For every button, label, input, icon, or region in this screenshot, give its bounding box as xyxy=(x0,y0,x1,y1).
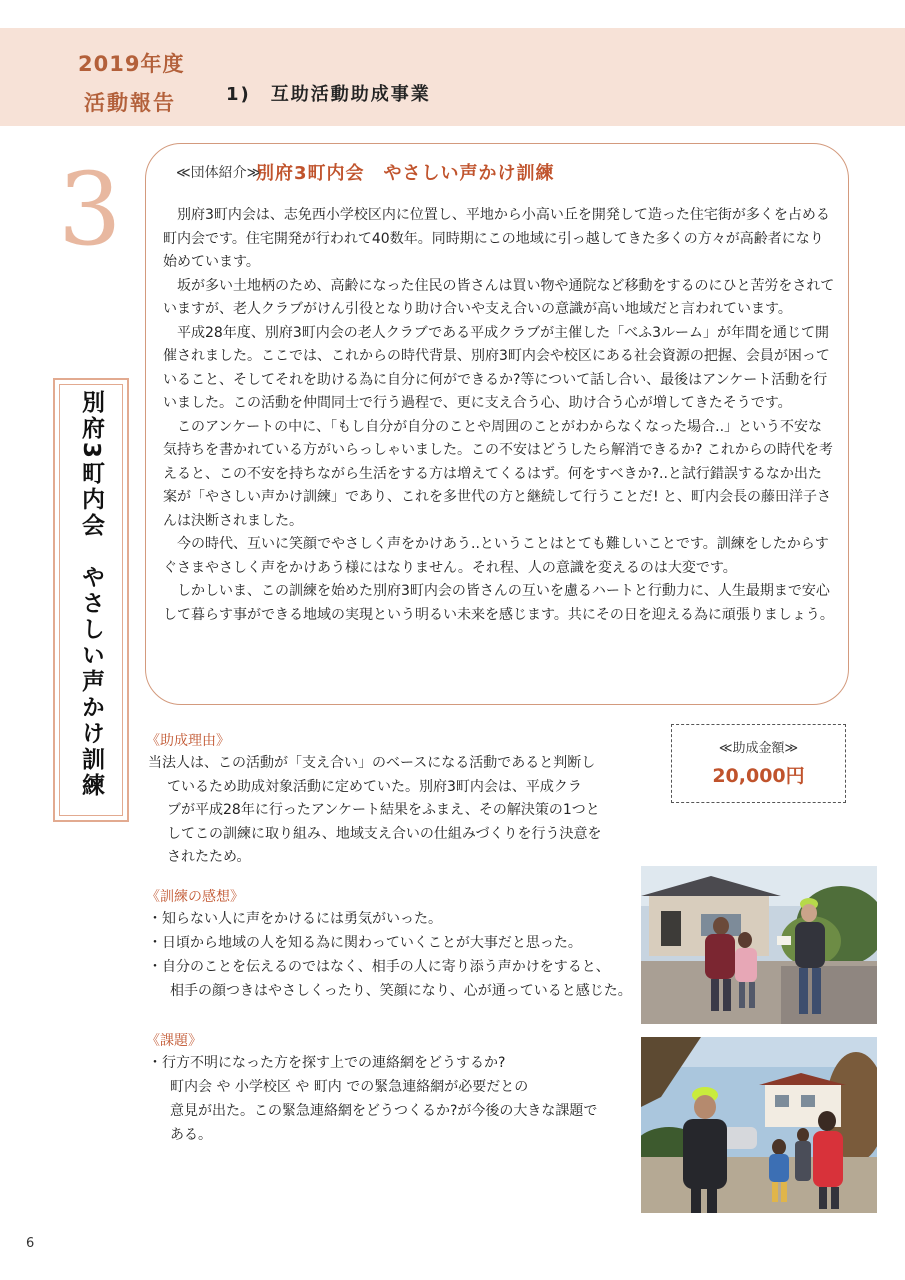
reason-line: してこの訓練に取り組み、地域支え合いの仕組みづくりを行う決意を xyxy=(167,825,602,842)
reason-heading: 《助成理由》 xyxy=(146,733,230,749)
list-item: ・行方不明になった方を探す上での連絡網をどうするか? xyxy=(148,1055,506,1071)
grant-amount-value: 20,000円 xyxy=(712,765,805,787)
list-item: ・自分のことを伝えるのではなく、相手の人に寄り添う声かけをすると、 xyxy=(148,959,610,975)
reason-line: ブが平成28年に行ったアンケート結果をふまえ、その解決策の1つと xyxy=(167,802,600,818)
issues-heading: 《課題》 xyxy=(146,1033,202,1049)
list-item: 町内会 や 小学校区 や 町内 での緊急連絡網が必要だとの xyxy=(170,1079,529,1095)
report-year: 2019年度 xyxy=(78,52,185,76)
reason-line: ているため助成対象活動に定めていた。別府3町内会は、平成クラ xyxy=(167,778,582,795)
reason-line: 当法人は、この活動が「支え合い」のベースになる活動であると判断し xyxy=(148,755,596,771)
list-item: ある。 xyxy=(170,1127,212,1143)
paragraph: 坂が多い土地柄のため、高齢になった住民の皆さんは買い物や通院など移動をするのにひと苦労をされていますが、老人クラブがけん引役となり助け合いや支え合いの意識が高い地域だと言われています。 xyxy=(163,277,835,317)
grant-amount-box xyxy=(671,724,846,803)
paragraph: 今の時代、互いに笑顔でやさしく声をかけあう..ということはとても難しいことです。訓練をしたからすぐさまやさしく声をかけあう様にはなりません。それ程、人の意識を変えるのは大変です。 xyxy=(163,536,829,576)
vertical-title: 別府3町内会 やさしい声かけ訓練 xyxy=(78,390,104,800)
paragraph: このアンケートの中に、「もし自分が自分のことや周囲のことがわからなくなった場合..」という不安な気持ちを書かれている方がいらっしゃいました。この不安はどうしたら解消できるか? これからの時代を考えると、この不安を持ちながら生活をする方は増えてくるはず。何をすべきか?..と試行錯誤するなか出た案が「やさしい声かけ訓練」であり、これを多世代の方と継続して行うことだ! と、町内会長の藤田洋子さんは決断されました。 xyxy=(163,418,833,529)
intro-label: ≪団体紹介≫ xyxy=(176,165,262,181)
list-item: 意見が出た。この緊急連絡網をどうつくるか?が今後の大きな課題で xyxy=(170,1103,598,1119)
section-number: 3 xyxy=(58,151,122,268)
impressions-heading: 《訓練の感想》 xyxy=(146,889,244,905)
intro-body xyxy=(163,204,835,627)
paragraph: しかしいま、この訓練を始めた別府3町内会の皆さんの互いを慮るハートと行動力に、人生最期まで安心して暮らす事ができる地域の実現という明るい未来を感じます。共にその日を迎える為に頑張りましょう。 xyxy=(163,583,834,623)
intro-title: 別府3町内会 やさしい声かけ訓練 xyxy=(256,163,555,184)
training-photo-1-image xyxy=(641,866,877,1024)
impressions-list xyxy=(148,907,638,1003)
paragraph: 別府3町内会は、志免西小学校区内に位置し、平地から小高い丘を開発して造った住宅街が多くを占める町内会です。住宅開発が行われて40数年。同時期にこの地域に引っ越してきた多くの方々が高齢者になり始めています。 xyxy=(163,207,830,270)
paragraph: 平成28年度、別府3町内会の老人クラブである平成クラブが主催した「べふ3ルーム」が年間を通じて開催されました。ここでは、これからの時代背景、別府3町内会や校区にある社会資源の把握、会員が困っていること、そしてそれを助ける為に自分に何ができるか?等について話し合い、最後はアンケート活動を行いました。この活動を仲間同士で行う過程で、更に支え合う心、助け合う心が増してきたそうです。 xyxy=(163,324,830,411)
report-label: 活動報告 xyxy=(84,91,176,115)
training-photo-2-image xyxy=(641,1037,877,1213)
training-photo-1 xyxy=(641,866,877,1024)
list-item: ・知らない人に声をかけるには勇気がいった。 xyxy=(148,911,442,927)
training-photo-2 xyxy=(641,1037,877,1213)
section-title: 1) 互助活動助成事業 xyxy=(226,84,431,105)
reason-text xyxy=(148,752,638,870)
issues-list xyxy=(148,1051,638,1147)
list-item: 相手の顔つきはやさしくったり、笑顔になり、心が通っていると感じた。 xyxy=(170,983,632,999)
page-number: 6 xyxy=(26,1236,35,1251)
reason-line: されたため。 xyxy=(167,849,251,865)
list-item: ・日頃から地域の人を知る為に関わっていくことが大事だと思った。 xyxy=(148,935,582,951)
grant-amount-label: ≪助成金額≫ xyxy=(718,741,799,756)
